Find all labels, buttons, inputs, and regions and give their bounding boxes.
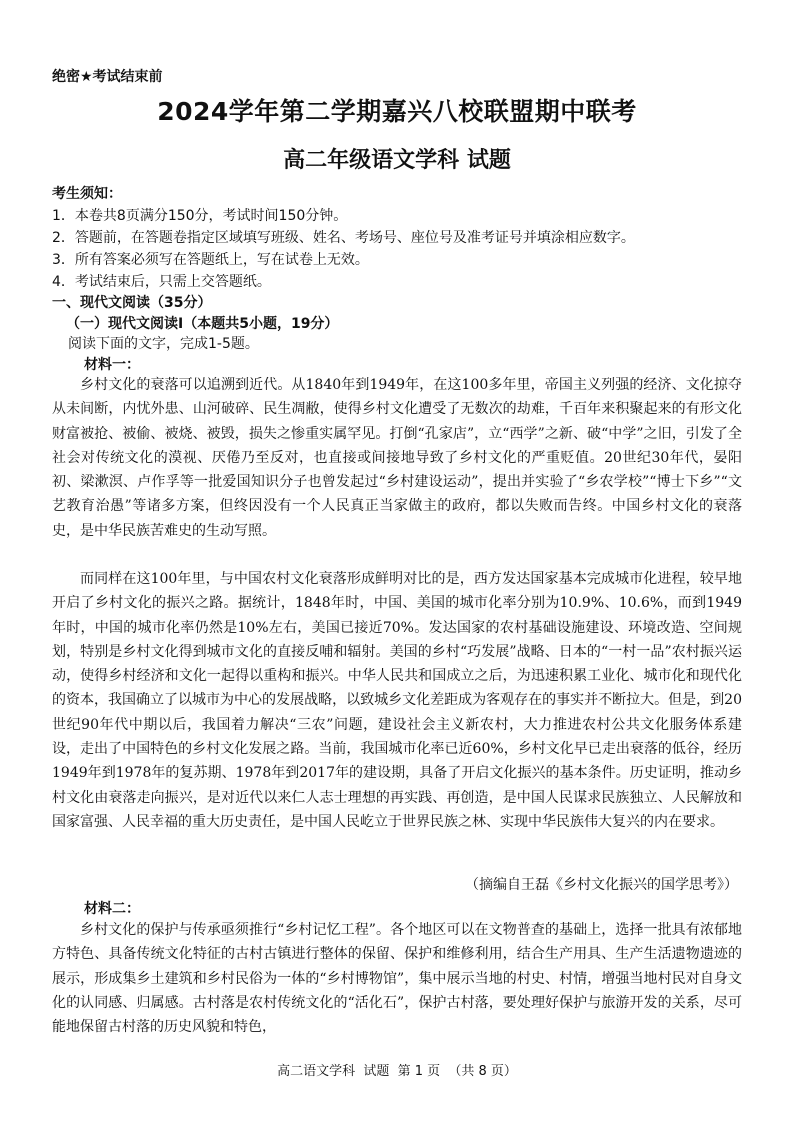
notice-heading: 考生须知：	[52, 186, 122, 202]
confidential-label: 绝密★考试结束前	[52, 69, 163, 85]
notice-item: 1．本卷共8页满分150分，考试时间150分钟。	[52, 208, 348, 224]
page-footer: 高二语文学科 试题 第 1 页 （共 8 页）	[277, 1064, 517, 1079]
section-heading: 一、现代文阅读（35分）	[52, 295, 212, 311]
material-two-label: 材料二：	[84, 901, 140, 917]
material-one-source: （摘编自王磊《乡村文化振兴的国学思考》）	[465, 877, 738, 893]
material-one-paragraph: 乡村文化的衰落可以追溯到近代。从1840年到1949年，在这100多年里，帝国主义列强的经济、文化掠夺从未间断，内忧外患、山河破碎、民生凋敝，使得乡村文化遭受了无数次的劫难，千百年来积聚起来的有形文化财富被抢、被偷、被烧、被毁，损失之惨重实属罕见。打倒“孔家店”，立“西学”之新、破“中学”之旧，引发了全社会对传统文化的漠视、厌倦乃至反对，也直接或间接地导致了乡村文化的严重贬值。20世纪30年代，晏阳初、梁漱溟、卢作孚等一批爱国知识分子也曾发起过“乡村建设运动”，提出并实验了“乡农学校”“博士下乡”“文艺教育治愚”等诸多方案，但终因没有一个人民真正当家做主的政府，都以失败而告终。中国乡村文化的衰落史，是中华民族苦难史的生动写照。	[52, 377, 742, 539]
material-one-paragraph: 而同样在这100年里，与中国农村文化衰落形成鲜明对比的是，西方发达国家基本完成城市化进程，较早地开启了乡村文化的振兴之路。据统计，1848年时，中国、美国的城市化率分别为10.9%、10.6%，而到1949年时，中国的城市化率仍然是10%左右，美国已接近70%。发达国家的农村基础设施建设、环境改造、空间规划，特别是乡村文化得到城市文化的直接反哺和辐射。美国的乡村“巧发展”战略、日本的“一村一品”农村振兴运动，使得乡村经济和文化一起得以重构和振兴。中华人民共和国成立之后，为迅速积累工业化、城市化和现代化的资本，我国确立了以城市为中心的发展战略，以致城乡文化差距成为客观存在的事实并不断拉大。但是，到20世纪90年代中期以后，我国着力解决“三农”问题，建设社会主义新农村，大力推进农村公共文化服务体系建设，走出了中国特色的乡村文化发展之路。当前，我国城市化率已近60%，乡村文化早已走出衰落的低谷，经历1949年到1978年的复苏期、1978年到2017年的建设期，具备了开启文化振兴的基本条件。历史证明，推动乡村文化由衰落走向振兴，是对近代以来仁人志士理想的再实践、再创造，是中国人民谋求民族独立、人民解放和国家富强、人民幸福的重大历史责任，是中国人民屹立于世界民族之林、实现中华民族伟大复兴的内在要求。	[52, 571, 742, 830]
reading-instruction: 阅读下面的文字，完成1-5题。	[68, 336, 259, 352]
exam-title: 2024学年第二学期嘉兴八校联盟期中联考	[157, 97, 637, 126]
notice-item: 2．答题前，在答题卷指定区域填写班级、姓名、考场号、座位号及准考证号并填涂相应数字。	[52, 230, 635, 246]
notice-item: 4．考试结束后，只需上交答题纸。	[52, 274, 271, 290]
notice-item: 3．所有答案必须写在答题纸上，写在试卷上无效。	[52, 252, 369, 268]
material-one-label: 材料一：	[84, 357, 140, 373]
exam-subtitle: 高二年级语文学科 试题	[283, 148, 511, 173]
sub-section-heading: （一）现代文阅读Ⅰ（本题共5小题，19分）	[66, 316, 339, 332]
material-two-paragraph: 乡村文化的保护与传承亟须推行“乡村记忆工程”。各个地区可以在文物普查的基础上，选择一批具有浓郁地方特色、具备传统文化特征的古村古镇进行整体的保留、保护和维修利用，结合生产用具、生产生活遗物遗迹的展示，形成集乡土建筑和乡村民俗为一体的“乡村博物馆”，集中展示当地的村史、村情，增强当地村民对自身文化的认同感、归属感。古村落是农村传统文化的“活化石”，保护古村落，要处理好保护与旅游开发的关系，尽可能地保留古村落的历史风貌和特色，	[52, 922, 742, 1036]
notice-list	[52, 205, 752, 293]
